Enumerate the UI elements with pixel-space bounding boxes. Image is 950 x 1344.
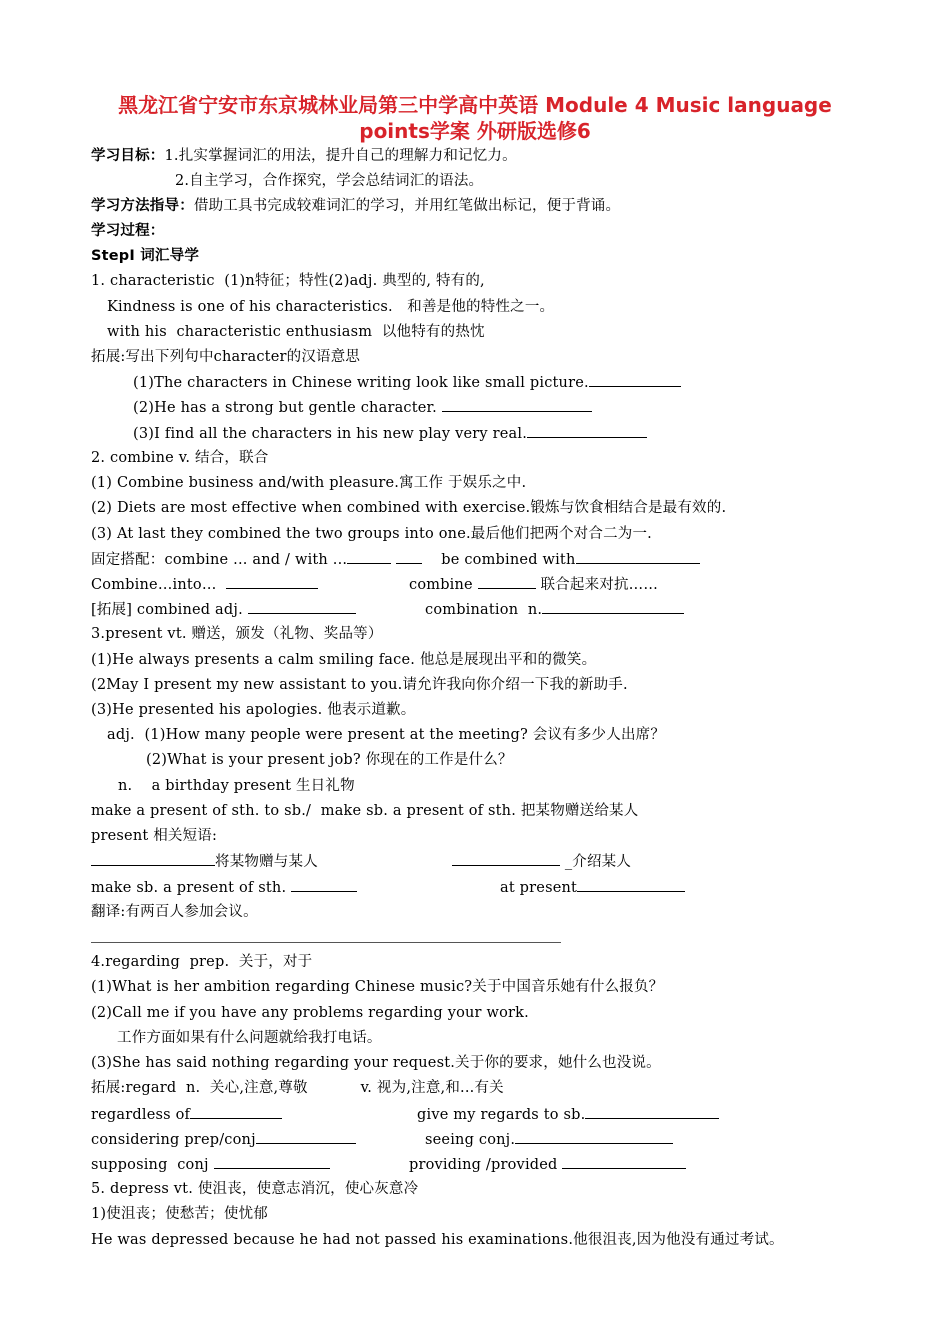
process-label: 学习过程： bbox=[91, 223, 165, 239]
word2-extension-line bbox=[91, 599, 356, 620]
word3-heading: 3.present vt. 赠送，颁发（礼物、奖品等） bbox=[91, 626, 383, 642]
answer-blank[interactable] bbox=[91, 851, 215, 866]
answer-blank[interactable] bbox=[214, 1154, 330, 1169]
translation-answer-line[interactable] bbox=[91, 942, 561, 943]
word3-phrase4 bbox=[500, 877, 685, 898]
answer-blank[interactable] bbox=[515, 1129, 673, 1144]
word3-phrase1 bbox=[91, 851, 318, 872]
word2-combination-line bbox=[425, 599, 684, 620]
word3-example3: (3)He presented his apologies. 他表示道歉。 bbox=[91, 702, 416, 718]
word1-example1: Kindness is one of his characteristics. 和善是他的特性之一。 bbox=[107, 299, 555, 315]
word1-extension: 拓展:写出下列句中character的汉语意思 bbox=[91, 349, 361, 365]
word2-example3: (3) At last they combined the two groups into one.最后他们把两个对合二为一. bbox=[91, 526, 652, 542]
answer-blank[interactable] bbox=[291, 877, 357, 892]
method-label: 学习方法指导： bbox=[91, 198, 194, 214]
method-line bbox=[91, 196, 620, 216]
word4-seeing bbox=[425, 1129, 673, 1150]
phrase-text: combination n. bbox=[425, 602, 543, 618]
word2-example2: (2) Diets are most effective when combined with exercise.锻炼与饮食相结合是最有效的. bbox=[91, 500, 727, 516]
phrase-text: 联合起来对抗…… bbox=[535, 577, 659, 593]
word4-considering bbox=[91, 1129, 356, 1150]
answer-blank[interactable] bbox=[589, 372, 681, 387]
answer-blank[interactable] bbox=[442, 397, 592, 412]
word4-example2: (2)Call me if you have any problems regarding your work. bbox=[91, 1005, 529, 1021]
word3-phrase3 bbox=[91, 877, 357, 898]
question-text: (2)He has a strong but gentle character. bbox=[133, 400, 442, 416]
answer-blank[interactable] bbox=[577, 877, 685, 892]
phrase-text: supposing conj bbox=[91, 1157, 214, 1173]
phrase-text: be combined with bbox=[441, 552, 576, 568]
word4-extension: 拓展:regard n. 关心,注意,尊敬 v. 视为,注意,和...有关 bbox=[91, 1080, 504, 1096]
phrase-text: _介绍某人 bbox=[564, 854, 632, 870]
word2-fixed-phrases bbox=[91, 549, 700, 570]
answer-blank[interactable] bbox=[256, 1129, 356, 1144]
word3-example2: (2May I present my new assistant to you.请允许我向你介绍一下我的新助手. bbox=[91, 677, 628, 693]
answer-blank[interactable] bbox=[226, 574, 318, 589]
phrase-text: make sb. a present of sth. bbox=[91, 880, 292, 896]
word4-example2-translation: 工作方面如果有什么问题就给我打电话。 bbox=[117, 1030, 382, 1046]
phrase-text: considering prep/conj bbox=[91, 1132, 256, 1148]
word1-heading: 1. characteristic (1)n特征；特性(2)adj. 典型的, 特有的, bbox=[91, 273, 485, 289]
step-label: StepI 词汇导学 bbox=[91, 248, 200, 264]
answer-blank[interactable] bbox=[542, 599, 684, 614]
word1-question1 bbox=[133, 372, 681, 393]
answer-blank[interactable] bbox=[562, 1154, 686, 1169]
answer-blank[interactable] bbox=[396, 549, 422, 564]
method-text: 借助工具书完成较难词汇的学习，并用红笔做出标记，便于背诵。 bbox=[193, 198, 621, 214]
word4-example3: (3)She has said nothing regarding your request.关于你的要求，她什么也没说。 bbox=[91, 1055, 661, 1071]
word4-regardless bbox=[91, 1104, 282, 1125]
word3-make-phrase: make a present of sth. to sb./ make sb. a present of sth. 把某物赠送给某人 bbox=[91, 803, 639, 819]
phrase-text: combine bbox=[409, 577, 478, 593]
answer-blank[interactable] bbox=[527, 423, 647, 438]
question-text: (3)I find all the characters in his new play very real. bbox=[133, 426, 528, 442]
word3-phrase2 bbox=[452, 851, 631, 872]
word2-example1: (1) Combine business and/with pleasure.寓工作 于娱乐之中. bbox=[91, 475, 527, 491]
word4-providing bbox=[409, 1154, 686, 1175]
phrase-text: regardless of bbox=[91, 1107, 191, 1123]
word3-noun-example: n. a birthday present 生日礼物 bbox=[118, 778, 355, 794]
word4-heading: 4.regarding prep. 关于，对于 bbox=[91, 954, 313, 970]
word2-heading: 2. combine v. 结合，联合 bbox=[91, 450, 269, 466]
word3-adj-example2: (2)What is your present job? 你现在的工作是什么？ bbox=[146, 752, 513, 768]
word5-heading: 5. depress vt. 使沮丧，使意志消沉，使心灰意冷 bbox=[91, 1181, 419, 1197]
answer-blank[interactable] bbox=[248, 599, 356, 614]
answer-blank[interactable] bbox=[452, 851, 560, 866]
document-title-line1: 黑龙江省宁安市东京城林业局第三中学高中英语 Module 4 Music language bbox=[118, 93, 832, 117]
word2-into-line bbox=[91, 574, 318, 595]
word3-example1: (1)He always presents a calm smiling face. 他总是展现出平和的微笑。 bbox=[91, 652, 597, 668]
answer-blank[interactable] bbox=[585, 1104, 719, 1119]
phrase-text: providing /provided bbox=[409, 1157, 563, 1173]
word1-example2: with his characteristic enthusiasm 以他特有的热忱 bbox=[107, 324, 485, 340]
objectives-label: 学习目标： bbox=[91, 148, 165, 164]
word2-against-line bbox=[409, 574, 658, 595]
objective-2: 2.自主学习，合作探究，学会总结词汇的语法。 bbox=[175, 173, 484, 189]
word5-example1: He was depressed because he had not passed his examinations.他很沮丧,因为他没有通过考试。 bbox=[91, 1232, 784, 1248]
word3-translation: 翻译:有两百人参加会议。 bbox=[91, 904, 258, 920]
phrase-text: 固定搭配：combine ... and / with ... bbox=[91, 552, 348, 568]
objectives-line bbox=[91, 146, 517, 166]
answer-blank[interactable] bbox=[576, 549, 700, 564]
question-text: (1)The characters in Chinese writing look like small picture. bbox=[133, 375, 589, 391]
word3-adj-example1: adj. (1)How many people were present at the meeting? 会议有多少人出席？ bbox=[107, 727, 666, 743]
answer-blank[interactable] bbox=[347, 549, 391, 564]
word1-question2 bbox=[133, 397, 592, 418]
answer-blank[interactable] bbox=[478, 574, 536, 589]
answer-blank[interactable] bbox=[190, 1104, 282, 1119]
phrase-text: seeing conj. bbox=[425, 1132, 516, 1148]
word3-phrases-label: present 相关短语: bbox=[91, 828, 218, 844]
word4-supposing bbox=[91, 1154, 330, 1175]
phrase-text: 将某物赠与某人 bbox=[215, 854, 318, 870]
phrase-text: [拓展] combined adj. bbox=[91, 602, 248, 618]
word5-sense1: 1)使沮丧；使愁苦；使忧郁 bbox=[91, 1206, 268, 1222]
word4-example1: (1)What is her ambition regarding Chinese music?关于中国音乐她有什么报负？ bbox=[91, 979, 664, 995]
phrase-text: give my regards to sb. bbox=[417, 1107, 586, 1123]
objective-1: 1.扎实掌握词汇的用法，提升自己的理解力和记忆力。 bbox=[164, 148, 517, 164]
phrase-text: at present bbox=[500, 880, 578, 896]
phrase-text: Combine…into… bbox=[91, 577, 217, 593]
document-title-line2: points学案 外研版选修6 bbox=[359, 119, 591, 143]
word1-question3 bbox=[133, 423, 647, 444]
word4-regards bbox=[417, 1104, 719, 1125]
